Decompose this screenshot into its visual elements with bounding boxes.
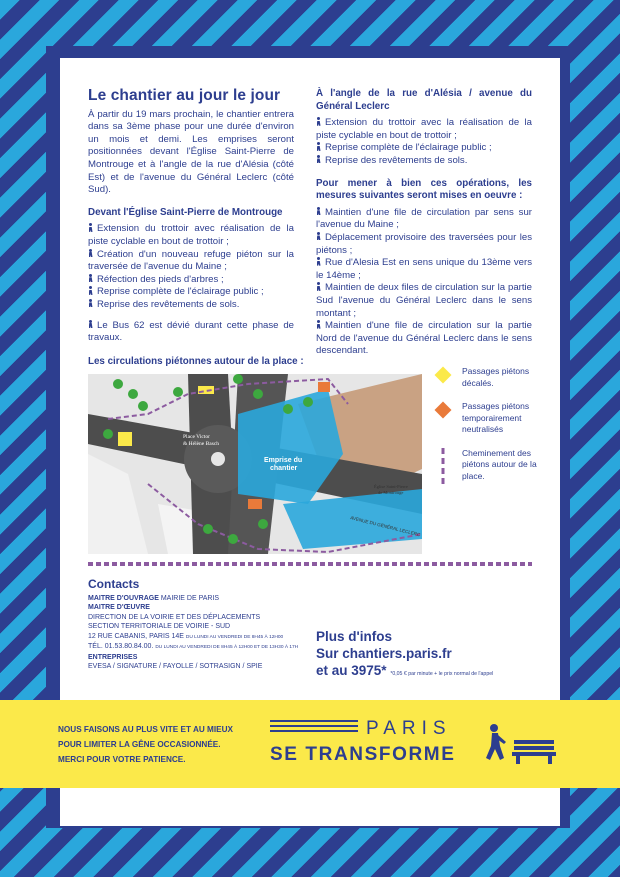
church-label: Église Saint-Pierre	[374, 484, 408, 489]
neutralised-crossing-icon	[434, 401, 452, 419]
list-item: Extension du trottoir avec la réalisation de la piste cyclable en bout de trottoir ;	[316, 117, 532, 141]
pedestrian-bench-icon	[480, 722, 560, 768]
pedestrian-icon	[316, 257, 322, 266]
pedestrian-icon	[316, 282, 322, 291]
pedestrian-icon	[316, 142, 322, 151]
list-item: Reprise des revêtements de sols.	[316, 155, 532, 168]
pedestrian-path-icon	[434, 448, 452, 484]
pedestrian-icon	[88, 249, 94, 258]
list-item: Reprise complète de l'éclairage public ;	[316, 142, 532, 155]
map-heading: Les circulations piétonnes autour de la place :	[88, 356, 304, 367]
page-title: Le chantier au jour le jour	[88, 87, 281, 104]
logo-se-transforme: SE TRANSFORME	[270, 744, 456, 765]
paris-logo	[270, 718, 470, 770]
pedestrian-icon	[88, 299, 94, 308]
footer-band	[0, 700, 620, 788]
place-label: Place Victor	[183, 434, 210, 440]
footer-message: NOUS FAISONS AU PLUS VITE ET AU MIEUX POUR LIMITER LA GÊNE OCCASIONNÉE. MERCI POUR VOTRE PATIENCE.	[58, 725, 233, 764]
intro-paragraph: À partir du 19 mars prochain, le chantier entrera dans sa 3ème phase pour une durée d'environ un mois et demi. Les emprises seront positionnées devant l'Église Saint-Pierre de Montrouge et à l'angle de la rue d'Alésia (côté Est) et de l'avenue du Général Leclerc (côté Sud).	[88, 108, 294, 196]
work-zone-label: Emprise du	[264, 457, 303, 464]
pedestrian-icon	[316, 155, 322, 164]
roundabout-center	[211, 452, 225, 466]
place-label: & Hélène Basch	[183, 441, 220, 447]
list-item: Déplacement provisoire des traversées pour les piétons ;	[316, 231, 532, 256]
divider	[88, 562, 532, 566]
logo-paris: PARIS	[366, 718, 452, 739]
crosswalk-shifted	[118, 432, 132, 446]
work-zone-label: chantier	[270, 465, 298, 472]
list-item: Rue d'Alesia Est en sens unique du 13ème vers le 14ème ;	[316, 257, 532, 281]
list-item: Création d'un nouveau refuge piéton sur la traversée de l'avenue du Maine ;	[88, 248, 294, 273]
section-title-church: Devant l'Église Saint-Pierre de Montrouge	[88, 206, 283, 218]
pedestrian-icon	[316, 232, 322, 241]
list-item: Reprise complète de l'éclairage public ;	[88, 286, 294, 299]
legend-item-shifted: Passages piétons décalés.	[434, 366, 544, 389]
section-title-alesia: À l'angle de la rue d'Alésia / avenue du Général Leclerc	[316, 88, 532, 112]
crosswalk-neutralised	[318, 382, 330, 392]
contacts-block: Contacts MAITRE D'OUVRAGE MAIRIE DE PARIS MAITRE D'ŒUVRE DIRECTION DE LA VOIRIE ET DES DÉPLACEMENTS SECTION TERRITORIALE DE VOIRIE - SUD 12 RUE CABANIS, PARIS 14E DU LUNDI AU VENDREDI DE 8H45 À 12H00 TÉL. 01.53.80.84.00. DU LUNDI AU VENDREDI DE 8H45 À 12H00 ET DE 13H30 À 17H ENTREPRISES EVESA / SIGNATURE / FAYOLLE / SOTRASIGN / SPIE	[88, 580, 318, 672]
pedestrian-icon	[316, 117, 322, 126]
pedestrian-icon	[316, 320, 322, 329]
logo-lines	[270, 720, 358, 735]
contacts-title: Contacts	[88, 577, 140, 591]
list-item: Extension du trottoir avec réalisation de la piste cyclable en bout de trottoir ;	[88, 223, 294, 247]
website-link[interactable]: Sur chantiers.paris.fr	[316, 646, 452, 661]
measures-title: Pour mener à bien ces opérations, les mesures suivantes seront mises en oeuvre :	[316, 177, 532, 202]
left-column	[88, 87, 294, 345]
list-item: Maintien d'une file de circulation par sens sur l'avenue du Maine ;	[316, 206, 532, 231]
more-info: Plus d'infos Sur chantiers.paris.fr et au 3975* *0,05 € par minute + le prix normal de l'appel	[316, 628, 546, 683]
bus-note: Le Bus 62 est dévié durant cette phase de travaux.	[88, 319, 294, 344]
list-item: Maintien d'une file de circulation sur la partie Nord de l'avenue du Général Leclerc dans le sens descendant.	[316, 320, 532, 357]
crosswalk-neutralised	[248, 499, 262, 509]
list-item: Réfection des pieds d'arbres ;	[88, 274, 294, 287]
pedestrian-icon	[88, 286, 94, 295]
shifted-crossing-icon	[434, 366, 452, 384]
right-column	[316, 88, 532, 358]
legend-item-neutralised: Passages piétons temporairement neutralisés	[434, 401, 544, 436]
site-map	[88, 374, 422, 554]
avenue-label: AVENUE DU GÉNÉRAL LECLERC	[349, 515, 421, 538]
legend-item-path: Cheminement des piétons autour de la place.	[434, 448, 544, 483]
pedestrian-icon	[88, 223, 94, 232]
list-item: Reprise des revêtements de sols.	[88, 299, 294, 312]
pedestrian-icon	[88, 320, 94, 329]
list-item: Maintien de deux files de circulation sur la partie Sud l'avenue du Général Leclerc dans le sens montant ;	[316, 282, 532, 319]
pedestrian-icon	[316, 207, 322, 216]
pedestrian-icon	[88, 274, 94, 283]
church-label: de Montrouge	[378, 490, 404, 495]
map-legend	[434, 366, 544, 494]
